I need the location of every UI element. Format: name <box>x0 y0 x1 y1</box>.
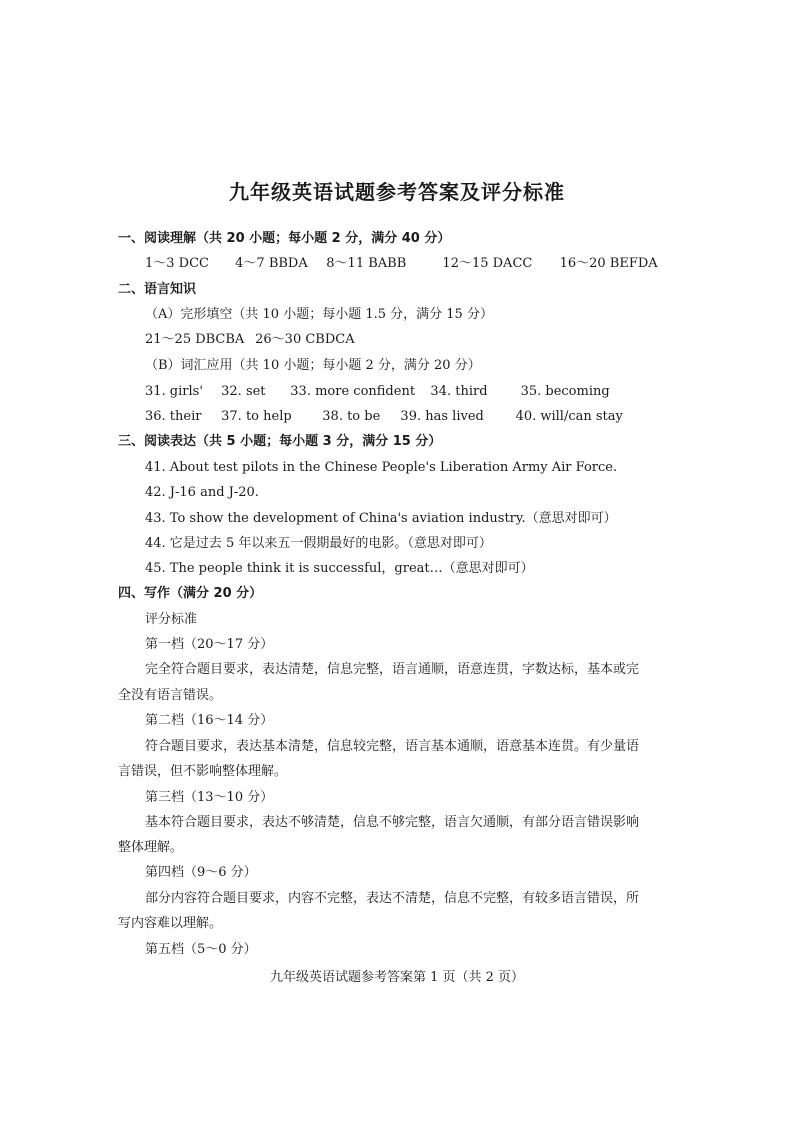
page-title: 九年级英语试题参考答案及评分标准 <box>229 180 565 204</box>
answer-item: 37. to help <box>221 409 292 424</box>
tier-3-label: 第三档（13～10 分） <box>145 790 274 805</box>
tier-4-text: 部分内容符合题目要求，内容不完整，表达不清楚，信息不完整，有较多语言错误，所 <box>145 891 640 906</box>
tier-2-text-cont: 言错误，但不影响整体理解。 <box>118 764 288 779</box>
answer-item: 42. J-16 and J-20. <box>145 485 259 500</box>
answer-item: 40. will/can stay <box>515 409 623 424</box>
tier-1-label: 第一档（20～17 分） <box>145 637 274 652</box>
answer-item: 35. becoming <box>520 384 610 399</box>
answer-item: 31. girls' <box>145 384 203 399</box>
tier-3-text: 基本符合题目要求，表达不够清楚，信息不够完整，语言欠通顺，有部分语言错误影响 <box>145 815 640 830</box>
answer-group: 12～15 DACC <box>442 256 533 271</box>
tier-4-text-cont: 写内容难以理解。 <box>118 916 223 931</box>
tier-2-label: 第二档（16～14 分） <box>145 713 274 728</box>
tier-5-label: 第五档（5～0 分） <box>145 942 257 957</box>
answer-item: 34. third <box>430 384 488 399</box>
section-3-heading: 三、阅读表达（共 5 小题；每小题 3 分，满分 15 分） <box>118 434 442 449</box>
page-footer: 九年级英语试题参考答案第 1 页（共 2 页） <box>269 970 525 985</box>
tier-2-text: 符合题目要求，表达基本清楚，信息较完整，语言基本通顺，语意基本连贯。有少量语 <box>145 739 640 754</box>
tier-3-text-cont: 整体理解。 <box>118 840 184 855</box>
tier-1-text-cont: 全没有语言错误。 <box>118 688 223 703</box>
section-2b-row-2 <box>145 408 623 426</box>
answer-group: 21～25 DBCBA <box>145 332 245 347</box>
section-2a-heading: （A）完形填空（共 10 小题；每小题 1.5 分，满分 15 分） <box>145 307 493 322</box>
answer-group: 4～7 BBDA <box>235 256 308 271</box>
section-2a-answers <box>145 331 355 349</box>
section-4-heading: 四、写作（满分 20 分） <box>118 586 263 601</box>
answer-group: 1～3 DCC <box>145 256 209 271</box>
answer-item: 33. more confident <box>290 384 416 399</box>
answer-item: 36. their <box>145 409 202 424</box>
section-1-heading: 一、阅读理解（共 20 小题；每小题 2 分，满分 40 分） <box>118 231 451 246</box>
section-2b-row-1 <box>145 383 610 401</box>
answer-group: 26～30 CBDCA <box>255 332 355 347</box>
answer-item: 45. The people think it is successful，great…（意思对即可） <box>145 561 534 576</box>
answer-group: 8～11 BABB <box>326 256 407 271</box>
tier-4-label: 第四档（9～6 分） <box>145 865 257 880</box>
answer-item: 41. About test pilots in the Chinese People's Liberation Army Air Force. <box>145 460 618 475</box>
section-2-heading: 二、语言知识 <box>118 282 197 297</box>
answer-item: 39. has lived <box>400 409 484 424</box>
answer-item: 38. to be <box>322 409 381 424</box>
answer-item: 44. 它是过去 5 年以来五一假期最好的电影。（意思对即可） <box>145 536 492 551</box>
answer-group: 16～20 BEFDA <box>559 256 658 271</box>
tier-1-text: 完全符合题目要求，表达清楚，信息完整，语言通顺，语意连贯，字数达标，基本或完 <box>145 662 640 677</box>
section-1-answers <box>145 255 658 273</box>
criteria-label: 评分标准 <box>145 612 198 627</box>
answer-item: 32. set <box>221 384 266 399</box>
answer-item: 43. To show the development of China's aviation industry.（意思对即可） <box>145 511 617 526</box>
section-2b-heading: （B）词汇应用（共 10 小题；每小题 2 分，满分 20 分） <box>145 358 481 373</box>
